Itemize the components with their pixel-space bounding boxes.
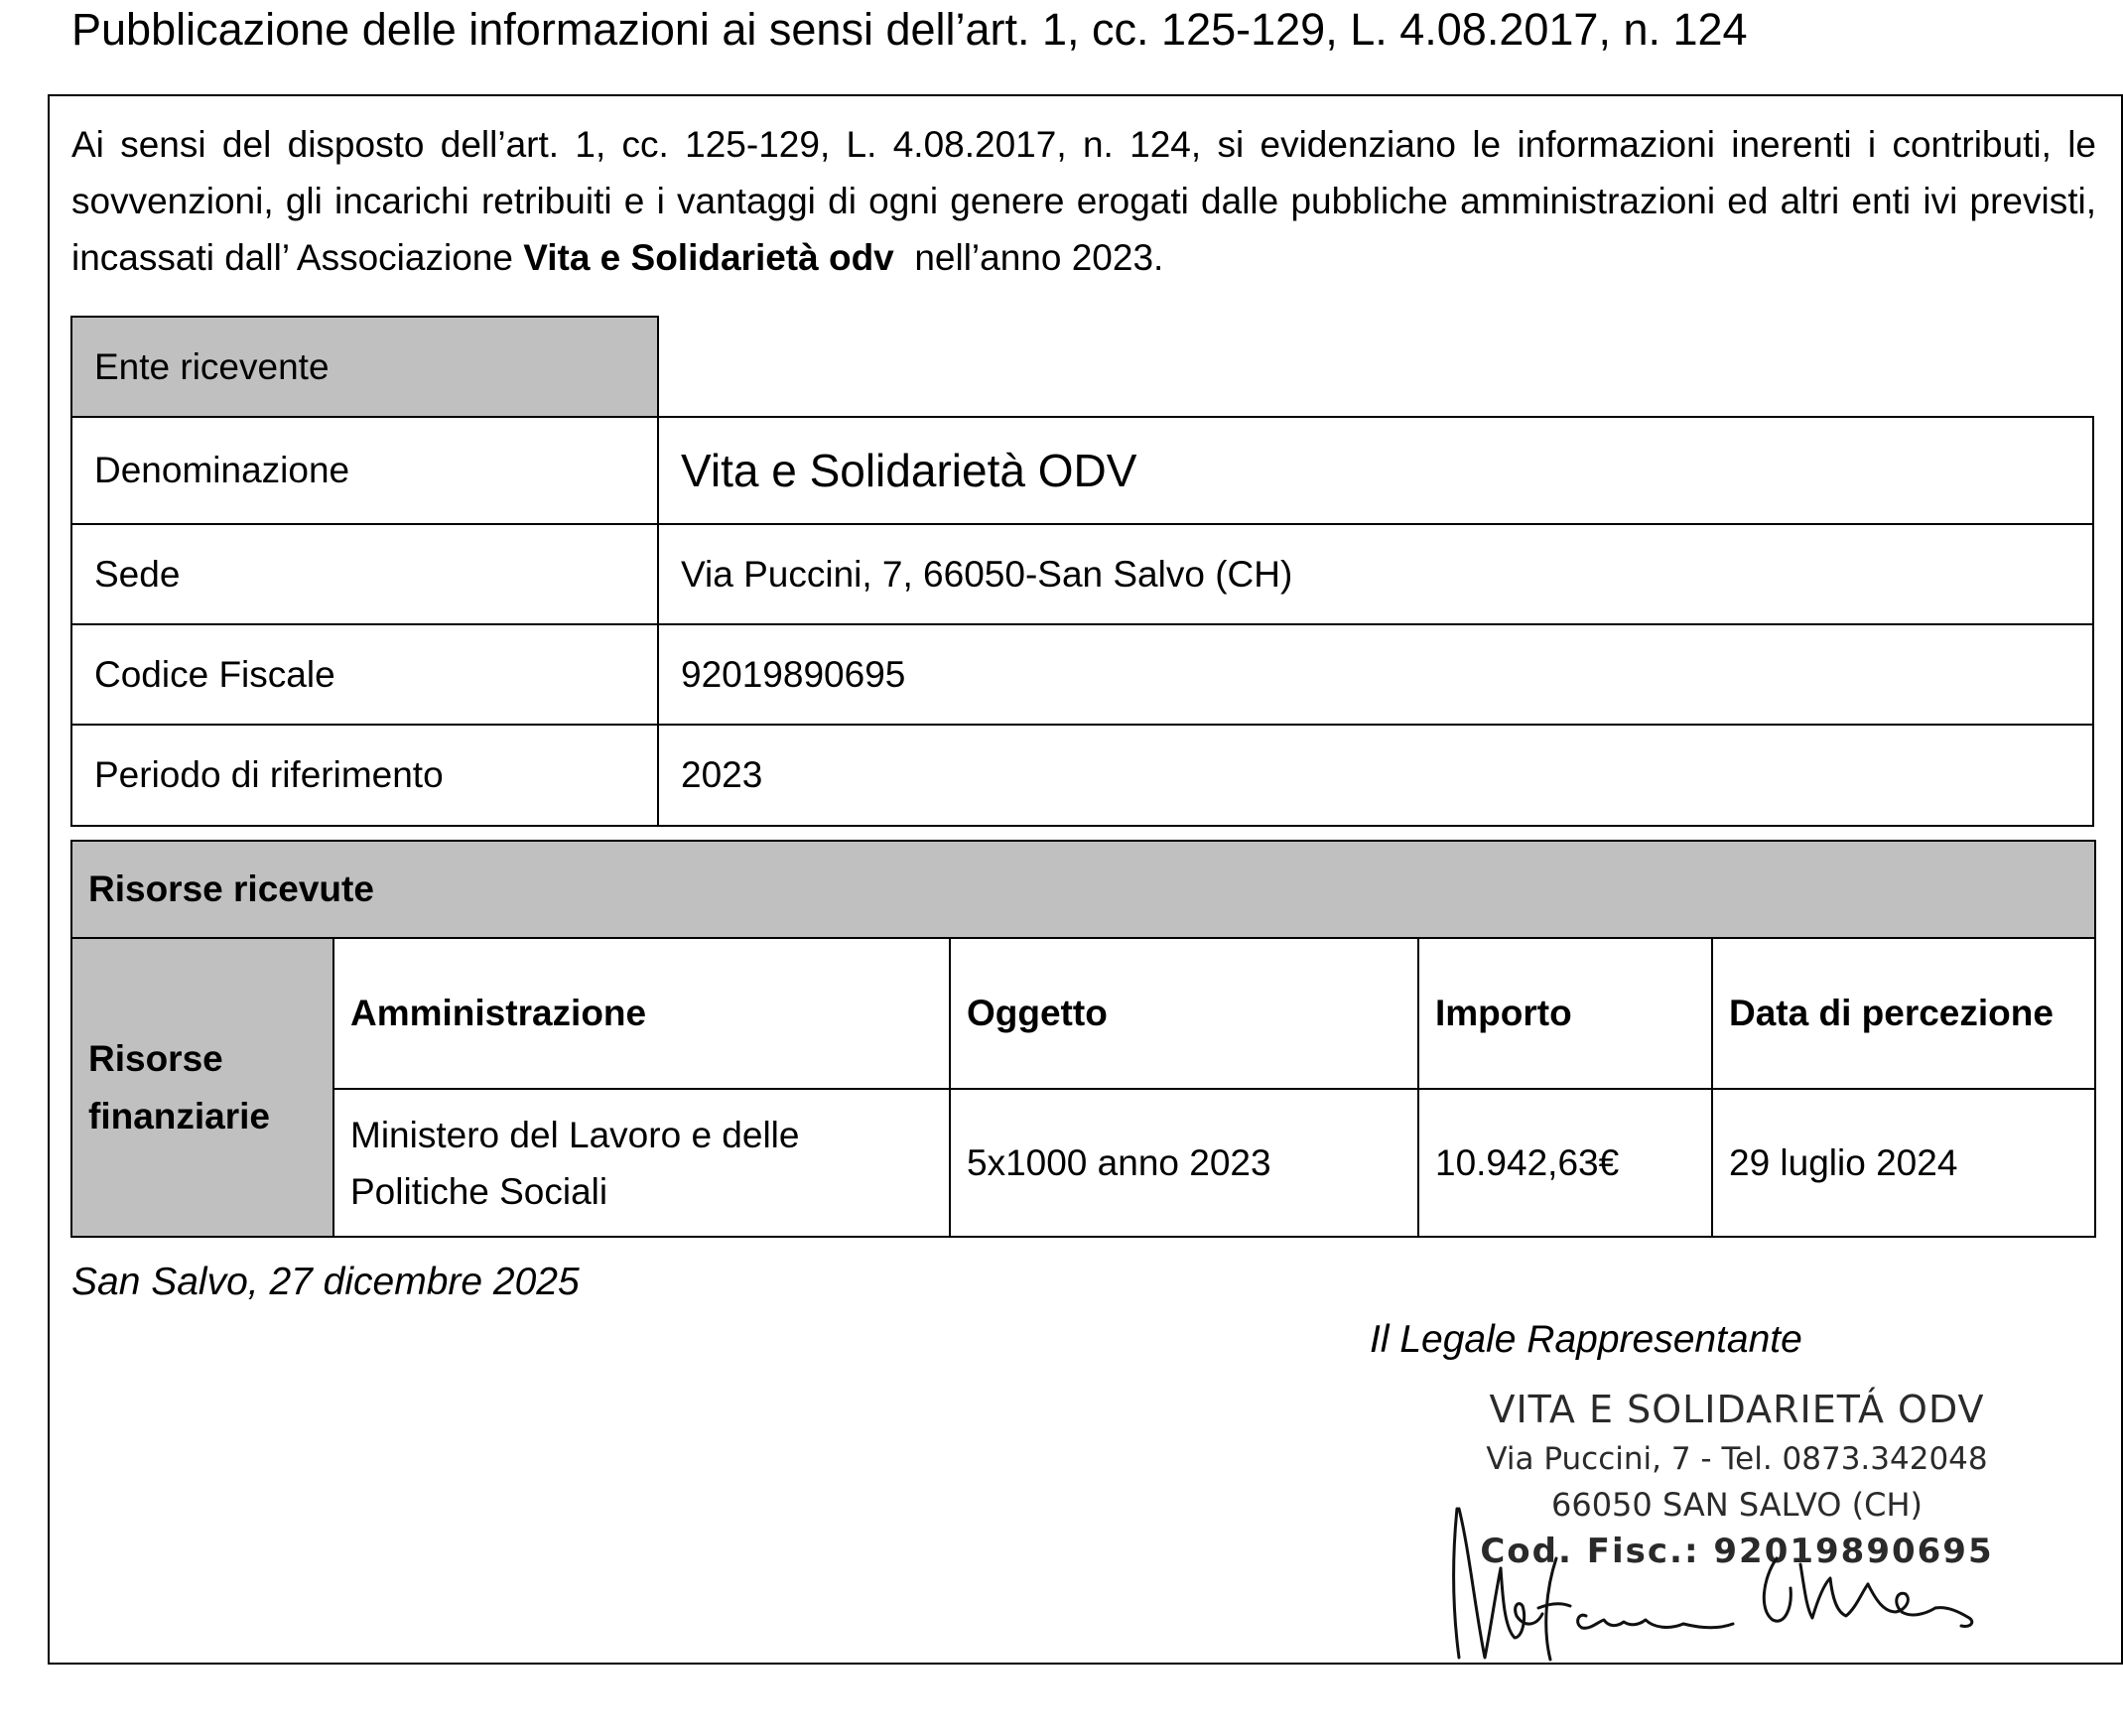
stamp-line-name: VITA E SOLIDARIETÁ ODV (1489, 1388, 1985, 1431)
category-risorse-finanziarie: Risorse finanziarie (71, 938, 333, 1237)
intro-text-after: nell’anno 2023. (893, 237, 1164, 278)
row-label-periodo: Periodo di riferimento (71, 725, 658, 826)
handwritten-signature (1439, 1489, 1995, 1668)
place-date: San Salvo, 27 dicembre 2025 (71, 1261, 580, 1303)
cell-data: 29 luglio 2024 (1712, 1089, 2095, 1237)
row-value-sede: Via Puccini, 7, 66050-San Salvo (CH) (658, 524, 2093, 624)
table-row (71, 1089, 2095, 1237)
representative-label: Il Legale Rappresentante (1370, 1318, 1802, 1361)
risorse-ricevute-header: Risorse ricevute (71, 841, 2095, 938)
table-row (71, 417, 2093, 524)
table-row (71, 624, 2093, 725)
ente-ricevente-table (70, 316, 2094, 827)
risorse-ricevute-table (70, 840, 2096, 1238)
column-header-oggetto: Oggetto (950, 938, 1418, 1089)
intro-org-name: Vita e Solidarietà odv (523, 237, 894, 278)
row-value-denominazione: Vita e Solidarietà ODV (658, 417, 2093, 524)
column-header-amministrazione: Amministrazione (333, 938, 950, 1089)
ente-header-blank (658, 317, 2093, 417)
cell-oggetto: 5x1000 anno 2023 (950, 1089, 1418, 1237)
table-row (71, 725, 2093, 826)
stamp-line-address: Via Puccini, 7 - Tel. 0873.342048 (1486, 1441, 1988, 1477)
row-value-codice-fiscale: 92019890695 (658, 624, 2093, 725)
column-header-importo: Importo (1418, 938, 1712, 1089)
intro-paragraph (71, 116, 2096, 286)
cell-amministrazione: Ministero del Lavoro e delle Politiche Sociali (333, 1089, 950, 1237)
intro-text-before: Ai sensi del disposto dell’art. 1, cc. 125-129, L. 4.08.2017, n. 124, si evidenziano le informazioni inerenti i contributi, le sovvenzioni, gli incarichi retribuiti e i vantaggi di ogni genere erogati dalle pubbliche amministrazioni ed altri enti ivi previsti, incassati dall’ Associazione (71, 124, 2096, 278)
page-title: Pubblicazione delle informazioni ai sensi dell’art. 1, cc. 125-129, L. 4.08.2017, n. 124 (71, 4, 1748, 55)
row-label-codice-fiscale: Codice Fiscale (71, 624, 658, 725)
stamp-line-fiscal-code: Cod. Fisc.: 92019890695 (1480, 1532, 1994, 1571)
cell-importo: 10.942,63€ (1418, 1089, 1712, 1237)
row-label-denominazione: Denominazione (71, 417, 658, 524)
row-value-periodo: 2023 (658, 725, 2093, 826)
table-row (71, 524, 2093, 624)
column-header-data: Data di percezione (1712, 938, 2095, 1089)
stamp-line-city: 66050 SAN SALVO (CH) (1550, 1486, 1924, 1524)
row-label-sede: Sede (71, 524, 658, 624)
ente-ricevente-header: Ente ricevente (71, 317, 658, 417)
